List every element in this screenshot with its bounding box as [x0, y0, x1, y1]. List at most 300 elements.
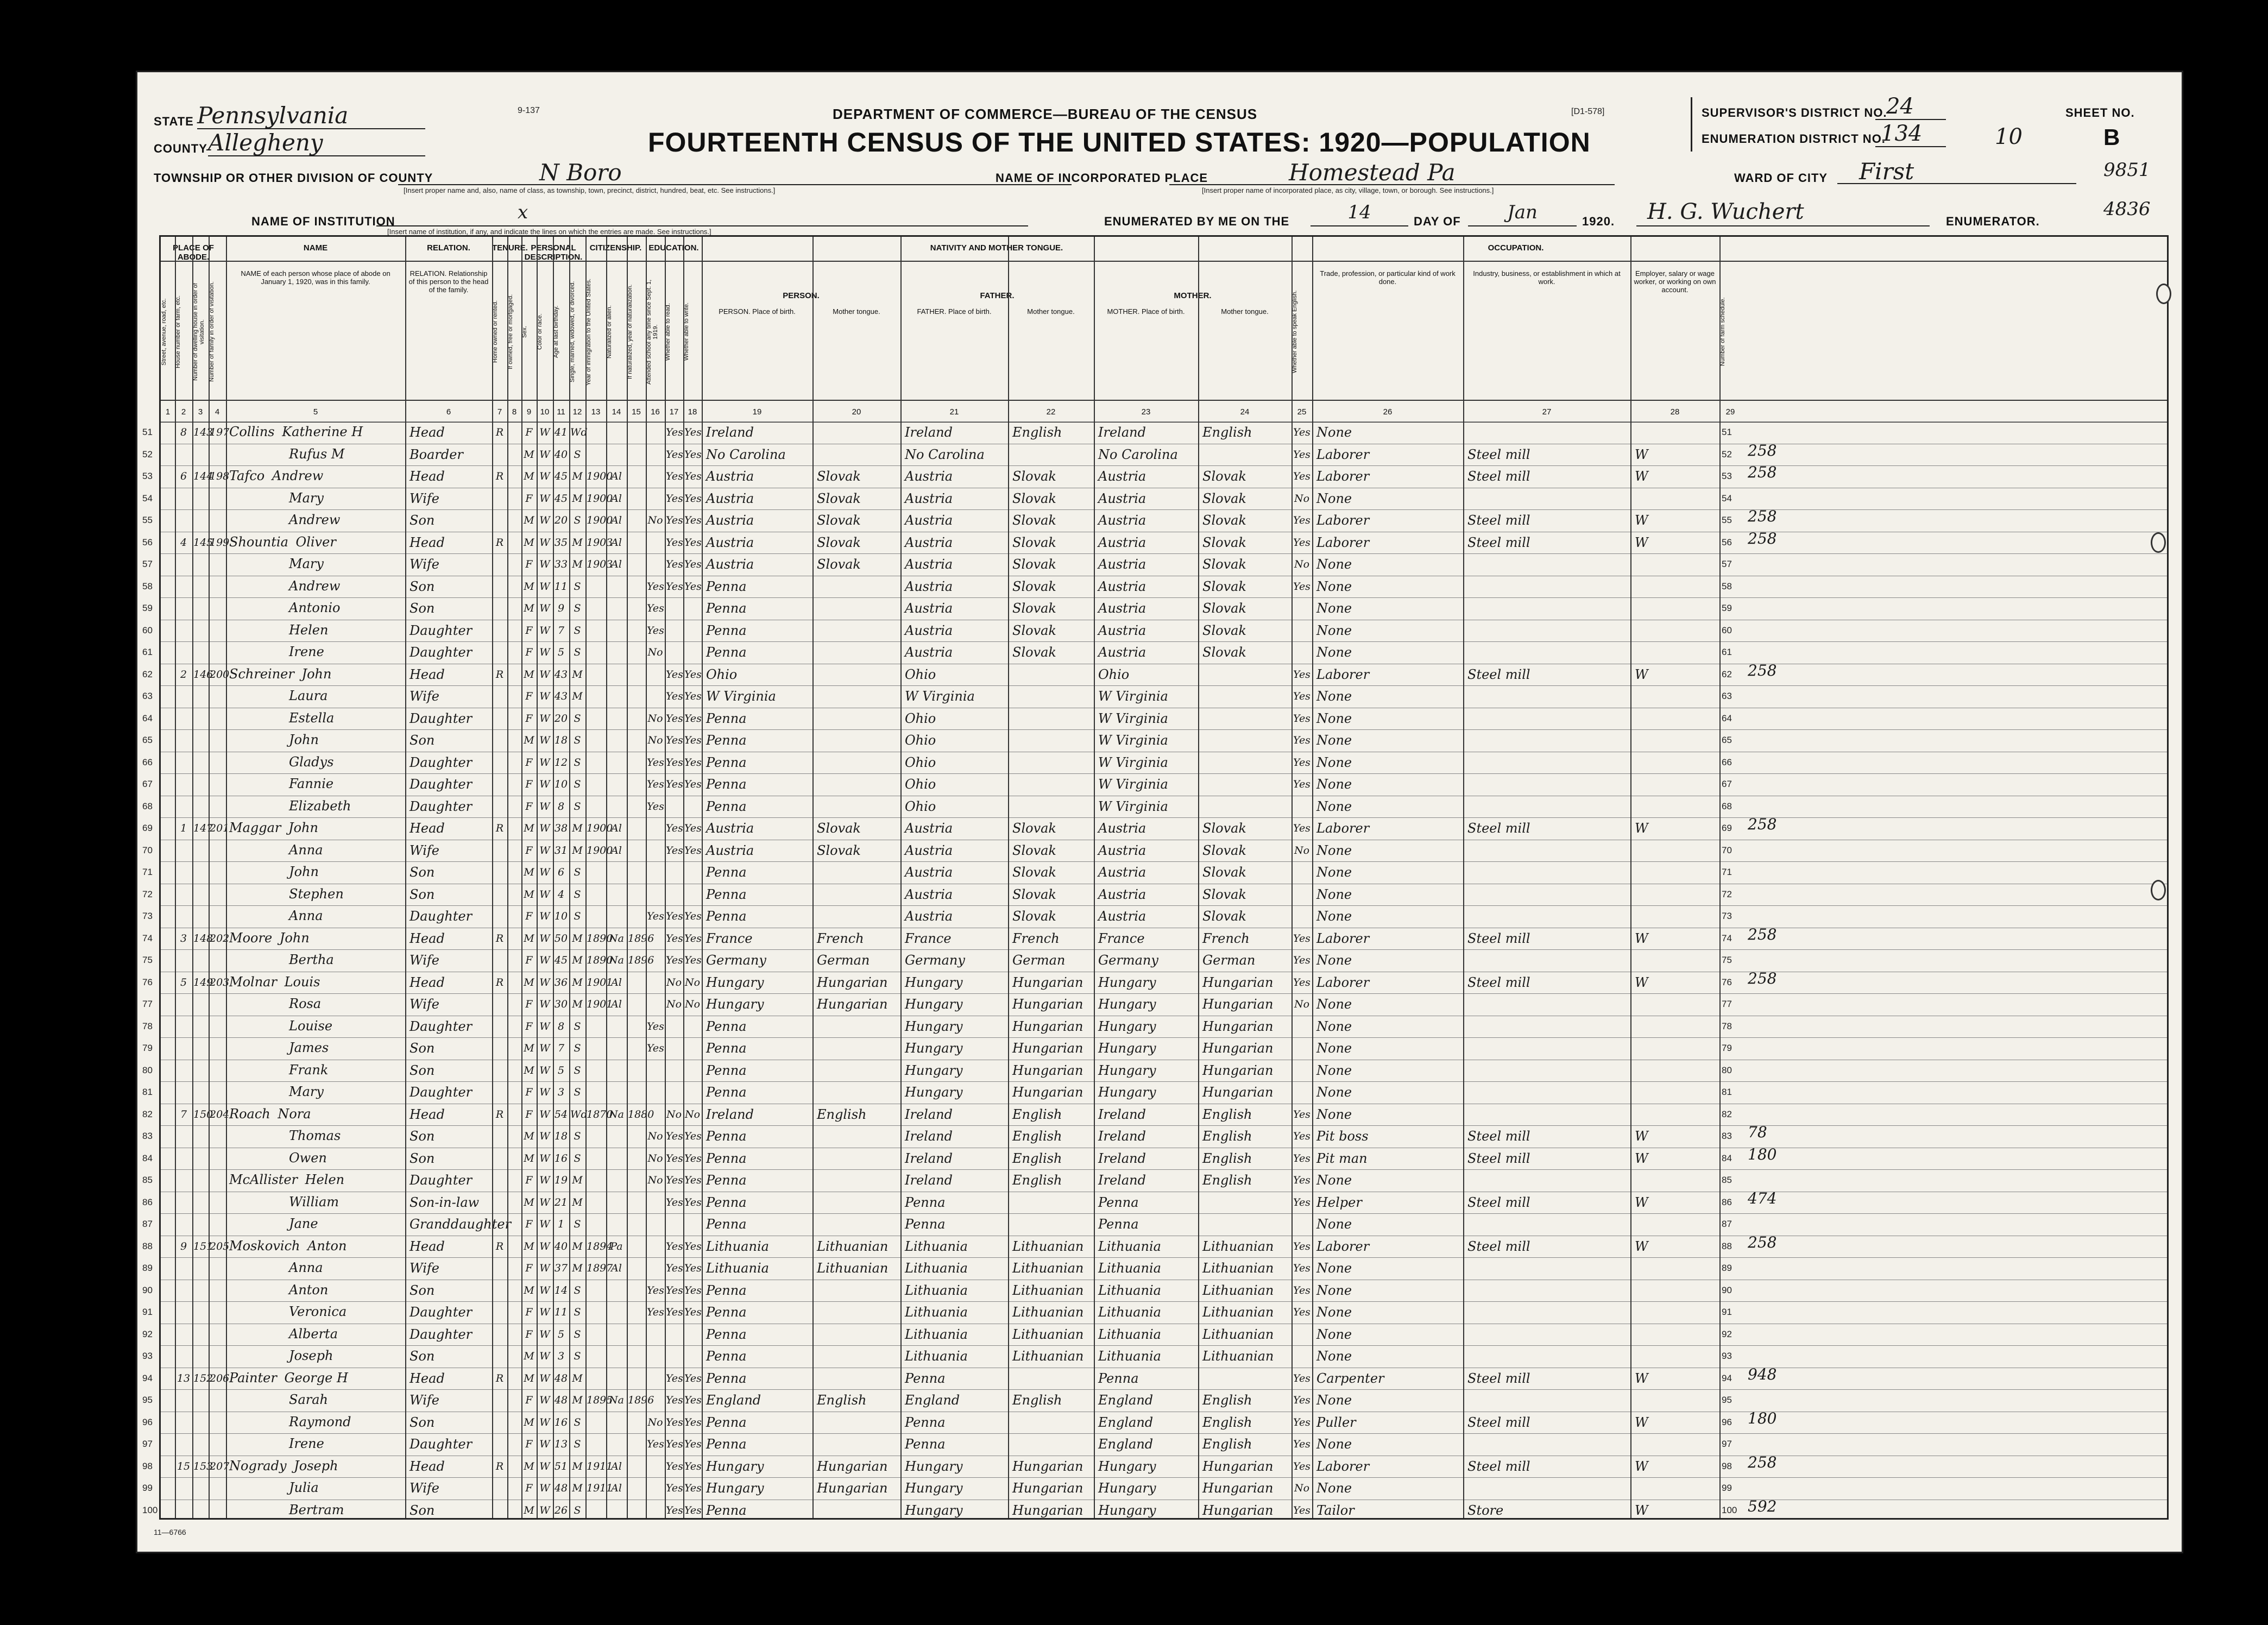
- line-number-right: 89: [1722, 1263, 1732, 1273]
- cell-occ: Helper: [1316, 1194, 1362, 1210]
- cell-dwell: 148: [193, 932, 213, 944]
- cell-mbp: Hungary: [1098, 1502, 1156, 1518]
- cell-mbp: Hungary: [1098, 997, 1156, 1012]
- line-number-right: 61: [1722, 647, 1732, 657]
- cell-mbp: Penna: [1098, 1217, 1139, 1232]
- person-name: [229, 1437, 403, 1451]
- cell-tongue: Lithuanian: [817, 1238, 889, 1254]
- given-name: Gladys: [289, 754, 334, 770]
- column-number-23: 23: [1141, 407, 1151, 417]
- cell-school: Yes: [647, 800, 664, 812]
- cell-write: Yes: [684, 1196, 702, 1208]
- cell-bp: Austria: [706, 557, 754, 572]
- cell-fam: 199: [210, 536, 230, 549]
- cell-read: Yes: [666, 1262, 683, 1274]
- cell-bp: Penna: [706, 1437, 747, 1452]
- cell-sex: M: [524, 866, 534, 878]
- binder-hole: [2151, 532, 2166, 553]
- cell-rel: Wife: [410, 1261, 440, 1276]
- cell-fbp: England: [905, 1393, 960, 1408]
- cell-sex: F: [525, 910, 533, 922]
- section-name: NAME: [303, 243, 328, 253]
- cell-occ: None: [1316, 777, 1352, 792]
- cell-mtongue: Slovak: [1202, 513, 1246, 528]
- line-number-right: 82: [1722, 1108, 1732, 1119]
- cell-rel: Head: [410, 821, 445, 836]
- given-name: Alberta: [289, 1326, 338, 1341]
- given-name: William: [289, 1194, 339, 1210]
- cell-mbp: Austria: [1098, 557, 1146, 572]
- cell-school: Yes: [647, 910, 664, 922]
- township-field: [398, 159, 1072, 185]
- line-number-right: 77: [1722, 999, 1732, 1009]
- cell-mtongue: Hungarian: [1202, 1085, 1274, 1100]
- line-number: 78: [142, 1021, 153, 1031]
- cell-eng: Yes: [1293, 1460, 1311, 1472]
- cell-read: Yes: [666, 1240, 683, 1252]
- given-name: Anna: [289, 908, 323, 923]
- form-code: [D1-578]: [1571, 107, 1605, 116]
- cell-mbp: Lithuania: [1098, 1261, 1161, 1276]
- cell-read: Yes: [666, 932, 683, 944]
- cell-imm: 1870: [587, 1108, 613, 1120]
- line-number: 63: [142, 691, 153, 701]
- cell-race: W: [539, 624, 550, 637]
- cell-occ: None: [1316, 886, 1352, 902]
- cell-race: W: [539, 800, 550, 812]
- occupation-code: 258: [1748, 815, 1777, 833]
- cell-occ: Laborer: [1316, 469, 1370, 484]
- cell-ftongue: English: [1012, 1106, 1062, 1122]
- cell-mtongue: Slovak: [1202, 842, 1246, 858]
- occupation-code: 258: [1748, 441, 1777, 459]
- cell-age: 4: [557, 888, 565, 900]
- cell-write: Yes: [684, 668, 702, 681]
- line-number: 87: [142, 1219, 153, 1229]
- cell-ftongue: Lithuanian: [1012, 1326, 1084, 1342]
- cell-ms: M: [572, 822, 583, 834]
- cell-occ: None: [1316, 1062, 1352, 1078]
- cell-eng: Yes: [1293, 580, 1311, 593]
- occupation-code: 258: [1748, 529, 1777, 547]
- cell-fbp: Austria: [905, 490, 953, 506]
- column-number-27: 27: [1542, 407, 1552, 417]
- cell-ms: M: [572, 1460, 583, 1472]
- cell-occ: None: [1316, 865, 1352, 880]
- line-number: 92: [142, 1328, 153, 1339]
- line-number: 65: [142, 735, 153, 745]
- cell-fbp: Lithuania: [905, 1282, 968, 1298]
- cell-ftongue: Lithuanian: [1012, 1261, 1084, 1276]
- cell-occ: Pit boss: [1316, 1129, 1369, 1144]
- line-number-right: 99: [1722, 1483, 1732, 1493]
- cell-write: Yes: [684, 690, 702, 702]
- cell-mbp: Ireland: [1098, 1129, 1146, 1144]
- cell-eng: Yes: [1293, 1438, 1311, 1450]
- cell-age: 10: [554, 910, 568, 922]
- cell-bp: Penna: [706, 1173, 747, 1188]
- cell-mbp: Hungary: [1098, 1062, 1156, 1078]
- cell-age: 9: [557, 602, 565, 614]
- cell-rel: Daughter: [410, 1437, 472, 1452]
- cell-eng: Yes: [1293, 712, 1311, 725]
- given-name: John: [289, 732, 319, 747]
- state-label: STATE: [154, 115, 194, 128]
- county-field: [208, 129, 425, 156]
- cell-occ: None: [1316, 909, 1352, 924]
- cell-fam: 204: [210, 1108, 230, 1120]
- line-number: 73: [142, 911, 153, 921]
- cell-occ: None: [1316, 1481, 1352, 1496]
- cell-age: 37: [554, 1262, 568, 1274]
- cell-own: R: [495, 668, 504, 681]
- cell-mtongue: Hungarian: [1202, 997, 1274, 1012]
- person-name: [229, 1327, 403, 1341]
- cell-rel: Daughter: [410, 909, 472, 924]
- cell-race: W: [539, 866, 550, 878]
- cell-ms: S: [574, 624, 581, 637]
- cell-write: Yes: [684, 844, 702, 856]
- cell-occ: None: [1316, 1085, 1352, 1100]
- cell-rel: Wife: [410, 997, 440, 1012]
- column-header-29: Number of farm schedule.: [1719, 297, 1726, 367]
- cell-sex: M: [524, 580, 534, 593]
- column-rule: [1008, 237, 1009, 1518]
- cell-occ: Laborer: [1316, 930, 1370, 946]
- cell-imm: 1901: [587, 998, 613, 1010]
- given-name: Irene: [289, 1436, 324, 1451]
- line-number: 88: [142, 1240, 153, 1251]
- cell-bp: Germany: [706, 953, 766, 968]
- cell-mbp: Austria: [1098, 534, 1146, 550]
- cell-age: 3: [557, 1350, 565, 1362]
- cell-ms: S: [574, 1438, 581, 1450]
- cell-sex: M: [524, 976, 534, 988]
- cell-imm: 1901: [587, 976, 613, 988]
- cell-school: No: [647, 712, 663, 725]
- cell-mtongue: Slovak: [1202, 821, 1246, 836]
- column-number-5: 5: [313, 407, 318, 417]
- cell-age: 48: [554, 1394, 568, 1406]
- cell-write: Yes: [684, 536, 702, 549]
- cell-fbp: Ireland: [905, 1129, 953, 1144]
- given-name: Louise: [289, 1018, 333, 1034]
- cell-sex: F: [525, 492, 533, 505]
- cell-race: W: [539, 514, 550, 526]
- cell-fbp: Ohio: [905, 754, 936, 770]
- column-number-20: 20: [852, 407, 861, 417]
- cell-fbp: Ohio: [905, 798, 936, 814]
- cell-nat: Al: [611, 822, 622, 834]
- cell-occ: Tailor: [1316, 1502, 1354, 1518]
- cell-rel: Daughter: [410, 622, 472, 638]
- cell-mbp: Ireland: [1098, 425, 1146, 440]
- cell-write: Yes: [684, 712, 702, 725]
- cell-school: No: [647, 1416, 663, 1428]
- cell-mtongue: French: [1202, 930, 1250, 946]
- cell-bp: Austria: [706, 842, 754, 858]
- cell-mtongue: Lithuanian: [1202, 1238, 1274, 1254]
- cell-occ: None: [1316, 645, 1352, 660]
- cell-ms: S: [574, 1086, 581, 1098]
- cell-race: W: [539, 602, 550, 614]
- line-number-right: 74: [1722, 933, 1732, 943]
- cell-fbp: Penna: [905, 1370, 946, 1386]
- cell-tongue: Slovak: [817, 513, 861, 528]
- cell-ind: Steel mill: [1467, 1129, 1530, 1144]
- person-name: [229, 799, 403, 813]
- census-sheet: [136, 71, 2183, 1553]
- sheet-label: SHEET NO.: [2065, 106, 2135, 119]
- cell-mbp: Austria: [1098, 601, 1146, 616]
- cell-write: Yes: [684, 1262, 702, 1274]
- occupation-code: 592: [1748, 1497, 1777, 1515]
- column-rule: [646, 237, 647, 1518]
- cell-occ: None: [1316, 754, 1352, 770]
- month-value: Jan: [1507, 201, 1538, 223]
- cell-rel: Head: [410, 1238, 445, 1254]
- cell-eng: Yes: [1293, 448, 1311, 461]
- cell-race: W: [539, 580, 550, 593]
- cell-age: 43: [554, 690, 568, 702]
- cell-age: 21: [554, 1196, 568, 1208]
- cell-race: W: [539, 1262, 550, 1274]
- cell-bp: Austria: [706, 490, 754, 506]
- supervisor-label: SUPERVISOR'S DISTRICT NO.: [1702, 106, 1887, 119]
- cell-read: No: [666, 998, 682, 1010]
- line-number-right: 73: [1722, 911, 1732, 921]
- occupation-code: 258: [1748, 507, 1777, 525]
- cell-mbp: W Virginia: [1098, 754, 1168, 770]
- cell-house: 6: [180, 470, 187, 482]
- cell-occ: None: [1316, 425, 1352, 440]
- cell-occ: None: [1316, 1041, 1352, 1056]
- cell-mtongue: Slovak: [1202, 886, 1246, 902]
- cell-bp: Hungary: [706, 1458, 764, 1474]
- cell-emp: W: [1635, 513, 1648, 528]
- cell-eng: No: [1294, 1482, 1310, 1494]
- cell-emp: W: [1635, 930, 1648, 946]
- given-name: George H: [284, 1370, 348, 1385]
- line-number-right: 65: [1722, 735, 1732, 745]
- cell-rel: Son: [410, 601, 435, 616]
- cell-eng: Yes: [1293, 1394, 1311, 1406]
- cell-bp: Hungary: [706, 997, 764, 1012]
- line-number: 98: [142, 1460, 153, 1471]
- line-number-right: 79: [1722, 1043, 1732, 1053]
- cell-emp: W: [1635, 469, 1648, 484]
- cell-mtongue: English: [1202, 1106, 1252, 1122]
- cell-bp: England: [706, 1393, 761, 1408]
- cell-own: R: [495, 932, 504, 944]
- cell-mbp: Ohio: [1098, 666, 1130, 682]
- cell-age: 50: [554, 932, 568, 944]
- cell-eng: Yes: [1293, 470, 1311, 482]
- cell-sex: M: [524, 668, 534, 681]
- cell-fbp: Austria: [905, 645, 953, 660]
- cell-read: Yes: [666, 1284, 683, 1296]
- cell-natyr: 1896: [628, 1394, 654, 1406]
- line-number-right: 55: [1722, 515, 1732, 525]
- column-number-14: 14: [612, 407, 621, 417]
- cell-mbp: Austria: [1098, 622, 1146, 638]
- column-header-8: If owned, free or mortgaged.: [507, 294, 514, 370]
- line-number: 58: [142, 581, 153, 591]
- cell-fbp: W Virginia: [905, 689, 975, 704]
- cell-age: 45: [554, 492, 568, 505]
- cell-mtongue: Hungarian: [1202, 1018, 1274, 1034]
- cell-fbp: France: [905, 930, 952, 946]
- cell-rel: Daughter: [410, 645, 472, 660]
- cell-school: Yes: [647, 1284, 664, 1296]
- cell-occ: Puller: [1316, 1414, 1356, 1430]
- cell-rel: Head: [410, 1106, 445, 1122]
- column-rule: [900, 237, 902, 1518]
- person-name: [229, 1305, 403, 1319]
- cell-rel: Son: [410, 865, 435, 880]
- person-name: [229, 755, 403, 769]
- cell-house: 15: [177, 1460, 191, 1472]
- cell-mbp: England: [1098, 1437, 1154, 1452]
- column-rule: [1312, 237, 1313, 1518]
- line-number: 71: [142, 867, 153, 877]
- cell-fam: 197: [210, 426, 230, 438]
- cell-eng: Yes: [1293, 1240, 1311, 1252]
- column-number-22: 22: [1046, 407, 1056, 417]
- cell-fbp: Austria: [905, 534, 953, 550]
- given-name: Julia: [289, 1480, 319, 1495]
- column-rule: [553, 237, 554, 1518]
- cell-fam: 207: [210, 1460, 230, 1472]
- cell-eng: Yes: [1293, 976, 1311, 988]
- column-number-6: 6: [446, 407, 451, 417]
- given-name: Elizabeth: [289, 798, 351, 814]
- given-name: Helen: [289, 622, 329, 638]
- line-number-right: 93: [1722, 1351, 1732, 1361]
- person-name: [229, 975, 403, 989]
- cell-write: No: [684, 1108, 701, 1120]
- person-name: [229, 953, 403, 967]
- cell-fbp: Lithuania: [905, 1349, 968, 1364]
- cell-mbp: Lithuania: [1098, 1282, 1161, 1298]
- cell-eng: Yes: [1293, 1416, 1311, 1428]
- cell-fam: 205: [210, 1240, 230, 1252]
- cell-race: W: [539, 888, 550, 900]
- cell-bp: Penna: [706, 1150, 747, 1166]
- given-name: Bertram: [289, 1502, 344, 1517]
- cell-occ: Carpenter: [1316, 1370, 1384, 1386]
- cell-bp: Ohio: [706, 666, 738, 682]
- line-number: 81: [142, 1087, 153, 1097]
- cell-ms: M: [572, 932, 583, 944]
- person-name: [229, 711, 403, 725]
- cell-rel: Daughter: [410, 1326, 472, 1342]
- cell-ms: S: [574, 1416, 581, 1428]
- cell-rel: Head: [410, 1458, 445, 1474]
- cell-school: No: [647, 1152, 663, 1164]
- cell-ind: Store: [1467, 1502, 1504, 1518]
- cell-bp: Penna: [706, 710, 747, 726]
- column-number-2: 2: [181, 407, 186, 417]
- cell-bp: Hungary: [706, 974, 764, 990]
- cell-sex: M: [524, 1504, 534, 1516]
- cell-ftongue: Slovak: [1012, 865, 1056, 880]
- line-number-right: 56: [1722, 537, 1732, 547]
- cell-ind: Steel mill: [1467, 1238, 1530, 1254]
- cell-mbp: Austria: [1098, 865, 1146, 880]
- cell-occ: None: [1316, 798, 1352, 814]
- cell-school: Yes: [647, 778, 664, 790]
- cell-ms: M: [572, 1174, 583, 1186]
- column-rule: [209, 237, 210, 1518]
- cell-eng: Yes: [1293, 1174, 1311, 1186]
- cell-age: 10: [554, 778, 568, 790]
- line-number: 67: [142, 779, 153, 789]
- cell-dwell: 149: [193, 976, 213, 988]
- cell-sex: M: [524, 1416, 534, 1428]
- column-number-9: 9: [526, 407, 532, 417]
- township-value: N Boro: [539, 159, 622, 186]
- cell-own: R: [495, 1372, 504, 1384]
- cell-read: Yes: [666, 1438, 683, 1450]
- person-name: [229, 689, 403, 703]
- column-rule: [665, 237, 666, 1518]
- given-name: Stephen: [289, 886, 344, 902]
- cell-occ: None: [1316, 1393, 1352, 1408]
- cell-mtongue: Slovak: [1202, 557, 1246, 572]
- column-header-16: Attended school any time since Sept. 1, 1919.: [646, 279, 659, 385]
- cell-read: Yes: [666, 492, 683, 505]
- cell-ms: S: [574, 1042, 581, 1054]
- surname: Maggar: [229, 820, 286, 835]
- cell-fam: 198: [210, 470, 230, 482]
- cell-bp: Penna: [706, 1194, 747, 1210]
- column-number-28: 28: [1670, 407, 1680, 417]
- cell-mtongue: Lithuanian: [1202, 1326, 1274, 1342]
- cell-fbp: Austria: [905, 842, 953, 858]
- department-title: DEPARTMENT OF COMMERCE—BUREAU OF THE CENSUS: [833, 106, 1258, 122]
- cell-occ: None: [1316, 1437, 1352, 1452]
- cell-occ: None: [1316, 601, 1352, 616]
- column-rule: [192, 237, 193, 1518]
- cell-read: Yes: [666, 822, 683, 834]
- cell-occ: None: [1316, 842, 1352, 858]
- line-number-right: 71: [1722, 867, 1732, 877]
- cell-mbp: W Virginia: [1098, 710, 1168, 726]
- cell-school: No: [647, 734, 663, 746]
- line-number: 86: [142, 1196, 153, 1207]
- cell-occ: None: [1316, 710, 1352, 726]
- person-name: [229, 777, 403, 791]
- cell-age: 20: [554, 712, 568, 725]
- line-number: 85: [142, 1175, 153, 1185]
- line-number-right: 67: [1722, 779, 1732, 789]
- cell-rel: Head: [410, 666, 445, 682]
- line-number-right: 86: [1722, 1196, 1732, 1207]
- column-number-15: 15: [632, 407, 641, 417]
- cell-ms: S: [574, 800, 581, 812]
- column-rule: [521, 237, 522, 1518]
- cell-sex: F: [525, 998, 533, 1010]
- cell-school: No: [647, 646, 663, 658]
- cell-mtongue: Slovak: [1202, 909, 1246, 924]
- cell-mtongue: Lithuanian: [1202, 1349, 1274, 1364]
- cell-rel: Daughter: [410, 777, 472, 792]
- cell-ftongue: German: [1012, 953, 1066, 968]
- cell-tongue: Hungarian: [817, 997, 888, 1012]
- cell-fbp: Austria: [905, 622, 953, 638]
- cell-imm: 1895: [587, 1394, 613, 1406]
